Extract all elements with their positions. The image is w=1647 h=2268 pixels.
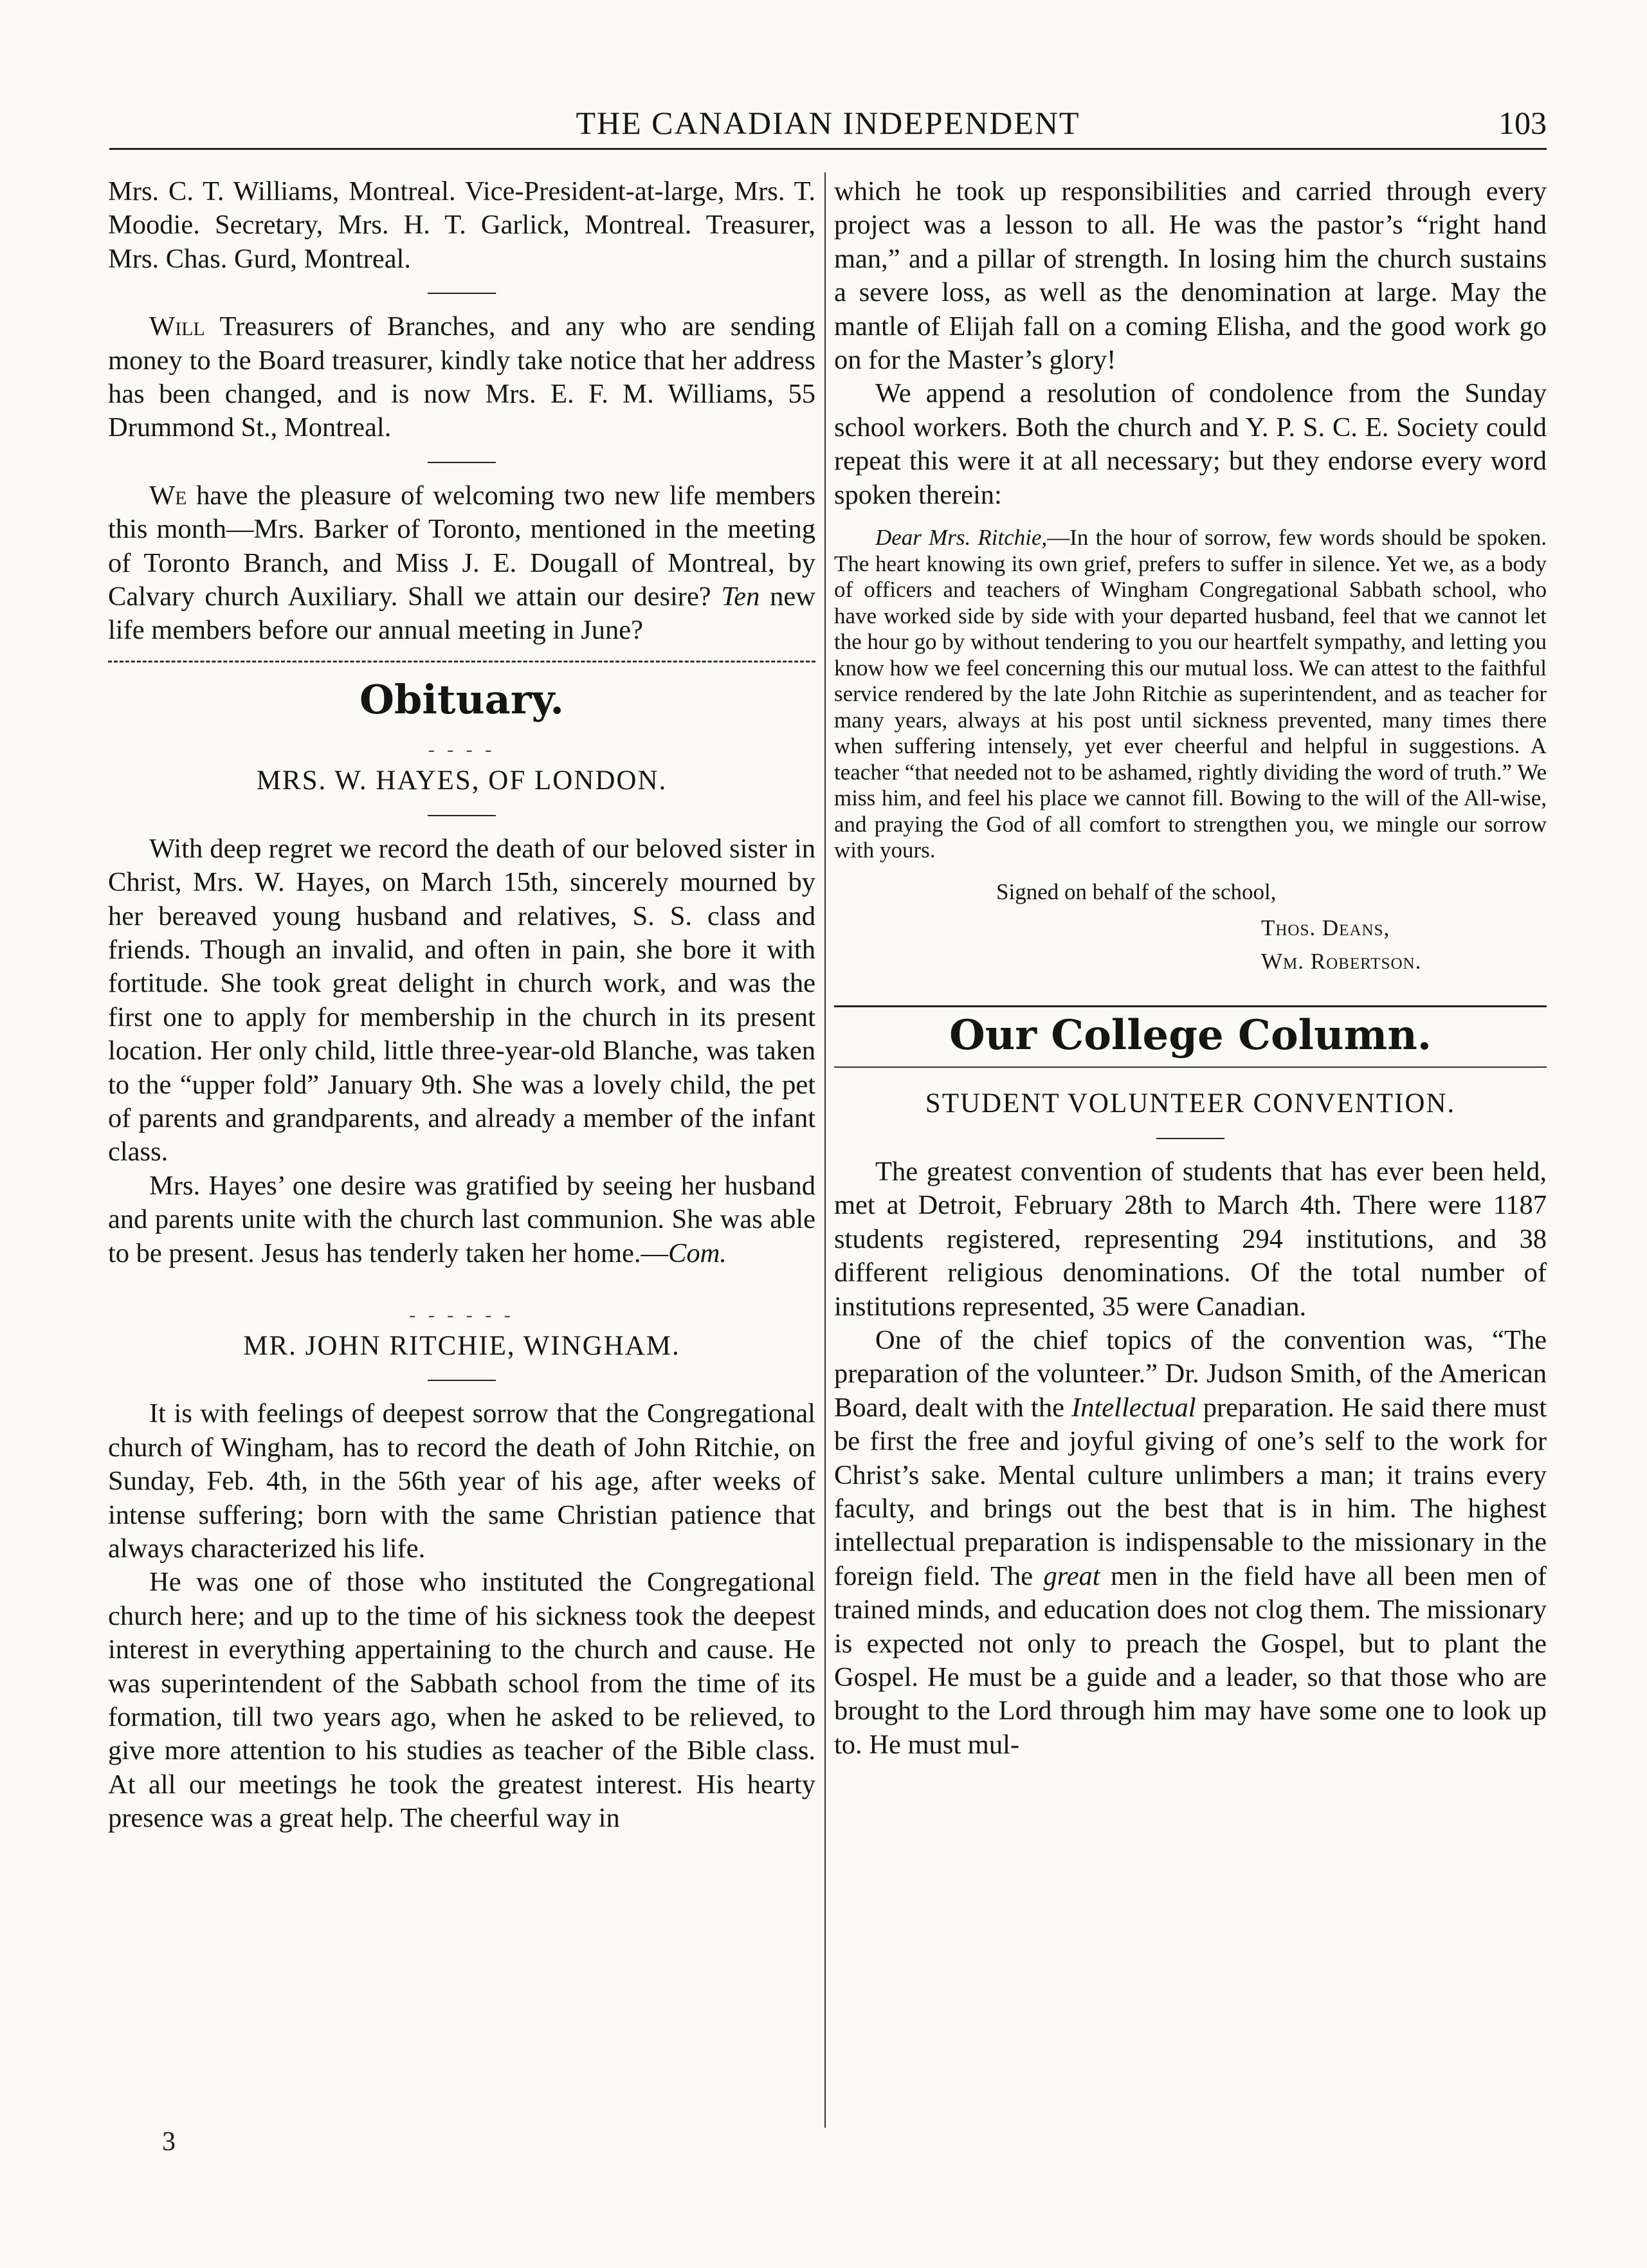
ritchie-continuation: which he took up responsibilities and carried through every project was a lesson to all. He was the pastor’s “right hand man,” and a pillar of strength. In losing him the church sustains a severe loss, as well as the denomination at large. May the mantle of Elijah fall on a coming Elisha, and the good work go on for the Master’s glory! bbox=[834, 176, 1547, 376]
notice-text: Treasurers of Branches, and any who are sending money to the Board treasurer, kindly take notice that her address has been changed, and is now Mrs. E. F. M. Williams, 55 Drummond St., Montreal. bbox=[108, 311, 815, 443]
left-column bbox=[108, 175, 815, 1836]
hayes-paragraph-2 bbox=[108, 1169, 815, 1270]
signer-robertson: Wm. Robertson. bbox=[1261, 949, 1422, 974]
letter-signed-line: Signed on behalf of the school, bbox=[996, 879, 1277, 904]
condolence-letter bbox=[834, 525, 1547, 864]
ritchie-paragraph-1: It is with feelings of deepest sorrow that the Congregational church of Wingham, has to record the death of John Ritchie, on Sunday, Feb. 4th, in the 56th year of his age, after weeks of intense suffering; born with the same Christian patience that always characterized his life. bbox=[108, 1398, 815, 1564]
notice-lead: Will bbox=[149, 311, 205, 342]
p2-great: great bbox=[1043, 1560, 1100, 1591]
right-column bbox=[834, 175, 1547, 1762]
convention-heading: STUDENT VOLUNTEER CONVENTION. bbox=[925, 1088, 1456, 1119]
separator-rule bbox=[428, 815, 496, 816]
welcome-text: have the pleasure of welcoming two new life members this month—Mrs. Barker of Toronto, mentioned in the meeting of Toronto Branch, and Miss J. E. Dougall of Montreal, by Calvary church Auxiliary. Shall we attain our desire? bbox=[108, 480, 815, 612]
hayes-p2-text: Mrs. Hayes’ one desire was gratified by seeing her husband and parents unite with the church last communion. She was able to be present. Jesus has tenderly taken her home.— bbox=[108, 1170, 815, 1268]
treasurer-notice bbox=[108, 310, 815, 445]
section-rule bbox=[834, 1005, 1547, 1007]
ritchie-paragraph-2: He was one of those who instituted the Congregational church here; and up to the time of his sickness took the deepest interest in everything appertaining to the church and cause. He was superintendent of the Sabbath school from the time of its formation, till two years ago, when he asked to be relieved, to give more attention to his studies as teacher of the Bible class. At all our meetings he took the greatest interest. His hearty presence was a great help. The cheerful way in bbox=[108, 1567, 815, 1834]
resolution-intro: We append a resolution of condolence from the Sunday school workers. Both the church and Y. P. S. C. E. Society could repeat this were it at all necessary; but they endorse every word spoken therein: bbox=[834, 378, 1547, 510]
welcome-ten: Ten bbox=[721, 581, 760, 612]
separator-rule bbox=[428, 293, 496, 294]
letter-salutation: Dear Mrs. Ritchie, bbox=[875, 525, 1048, 551]
signature-mark: 3 bbox=[162, 2127, 176, 2157]
section-rule bbox=[834, 1066, 1547, 1068]
separator-rule bbox=[1156, 1138, 1224, 1139]
signer-deans: Thos. Deans, bbox=[1261, 915, 1390, 941]
column-divider bbox=[824, 172, 826, 2128]
p2-text-a: One of the chief topics of the convention was, “The preparation of the volunteer.” Dr. Judson Smith, of the American Board, dealt with the bbox=[834, 1324, 1547, 1423]
welcome-end: new life members before our annual meeting in June? bbox=[108, 581, 815, 646]
obituary-heading: Obituary. bbox=[359, 675, 564, 723]
ritchie-heading: MR. JOHN RITCHIE, WINGHAM. bbox=[243, 1330, 680, 1361]
p2-text-b: preparation. He said there must be first the free and joyful giving of one’s self to the work for Christ’s sake. Mental culture unlimbers a man; it trains every faculty, and brings out the best that is in him. The highest intellectual preparation is indispensable to the missionary in the foreign field. The bbox=[834, 1392, 1547, 1591]
running-header bbox=[109, 104, 1547, 150]
p2-intellectual: Intellectual bbox=[1071, 1392, 1196, 1423]
hayes-p2-sig: Com. bbox=[668, 1238, 727, 1268]
letter-body: —In the hour of sorrow, few words should be spoken. The heart knowing its own grief, prefers to suffer in silence. Yet we, as a body of officers and teachers of Wingham Congregational Sabbath school, who have worked side by side with your departed husband, feel that we cannot let the hour go by without tendering to you our heartfelt sympathy, and letting you know how we feel concerning this our mutual loss. We can attest to the faithful service rendered by the late John Ritchie as superintendent, and as teacher for many years, always at his post until sickness prevented, many times there when suffering intensely, yet ever cheerful and helpful in suggestions. A teacher “that needed not to be ashamed, rightly dividing the word of truth.” We miss him, and feel his place we cannot fill. Bowing to the will of the All-wise, and praying the God of all comfort to strengthen you, we mingle our sorrow with yours. bbox=[834, 525, 1547, 863]
section-rule bbox=[108, 661, 815, 663]
college-column-heading: Our College Column. bbox=[949, 1011, 1432, 1060]
hayes-heading: MRS. W. HAYES, OF LONDON. bbox=[256, 765, 668, 796]
dotted-divider: - - - - bbox=[428, 739, 496, 761]
page-number: 103 bbox=[1498, 105, 1547, 141]
separator-rule bbox=[428, 1380, 496, 1381]
hayes-paragraph-1: With deep regret we record the death of our beloved sister in Christ, Mrs. W. Hayes, on March 15th, sincerely mourned by her bereaved young husband and relatives, S. S. class and friends. Though an invalid, and often in pain, she bore it with fortitude. She took great delight in church work, and was the first one to apply for membership in the church in its present location. Her only child, little three-year-old Blanche, was taken to the “upper fold” January 9th. She was a lovely child, the pet of parents and grandparents, and already a member of the infant class. bbox=[108, 833, 815, 1167]
officers-paragraph: Mrs. C. T. Williams, Montreal. Vice-President-at-large, Mrs. T. Moodie. Secretary, Mrs. H. T. Garlick, Montreal. Treasurer, Mrs. Chas. Gurd, Montreal. bbox=[108, 176, 815, 274]
p2-text-c: men in the field have all been men of trained minds, and education does not clog them. The missionary is expected not only to preach the Gospel, but to plant the Gospel. He must be a guide and a leader, so that those who are brought to the Lord through him may have some one to look up to. He must mul- bbox=[834, 1560, 1547, 1760]
welcome-lead: We bbox=[149, 480, 187, 511]
dotted-divider: - - - - - - bbox=[409, 1304, 514, 1326]
journal-title: THE CANADIAN INDEPENDENT bbox=[576, 105, 1080, 141]
convention-paragraph-1: The greatest convention of students that has ever been held, met at Detroit, February 28th to March 4th. There were 1187 students registered, representing 294 institutions, and 38 different religious denominations. Of the total number of institutions represented, 35 were Canadian. bbox=[834, 1156, 1547, 1322]
convention-paragraph-2 bbox=[834, 1324, 1547, 1762]
separator-rule bbox=[428, 462, 496, 463]
life-members-notice bbox=[108, 479, 815, 648]
